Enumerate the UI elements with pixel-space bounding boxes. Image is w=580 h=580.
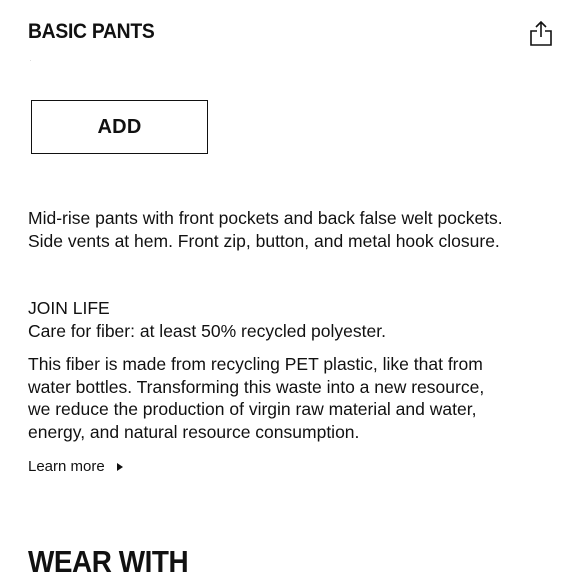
join-life-title: JOIN LIFE: [28, 298, 110, 318]
share-icon: [528, 20, 554, 48]
wear-with-title: WEAR WITH: [28, 544, 189, 579]
join-life-body-line: water bottles. Transforming this waste into a new resource,: [28, 376, 485, 397]
join-life-body: [28, 353, 573, 444]
add-button[interactable]: ADD: [31, 100, 208, 154]
join-life-body-line: energy, and natural resource consumption.: [28, 422, 360, 443]
description-line: Side vents at hem. Front zip, button, and metal hook closure.: [28, 231, 500, 251]
learn-more-link[interactable]: [28, 457, 123, 477]
product-description: [28, 207, 573, 253]
join-life-body-line: This fiber is made from recycling PET plastic, like that from: [28, 354, 483, 374]
learn-more-label: Learn more: [28, 458, 105, 475]
share-button[interactable]: [528, 20, 554, 48]
join-life-subtitle: Care for fiber: at least 50% recycled polyester.: [28, 321, 386, 341]
join-life-body-line: we reduce the production of virgin raw material and water,: [28, 399, 477, 420]
chevron-right-icon: [117, 463, 123, 471]
divider-dot: [30, 60, 31, 61]
product-title: BASIC PANTS: [28, 20, 155, 43]
description-line: Mid-rise pants with front pockets and back false welt pockets.: [28, 208, 503, 228]
